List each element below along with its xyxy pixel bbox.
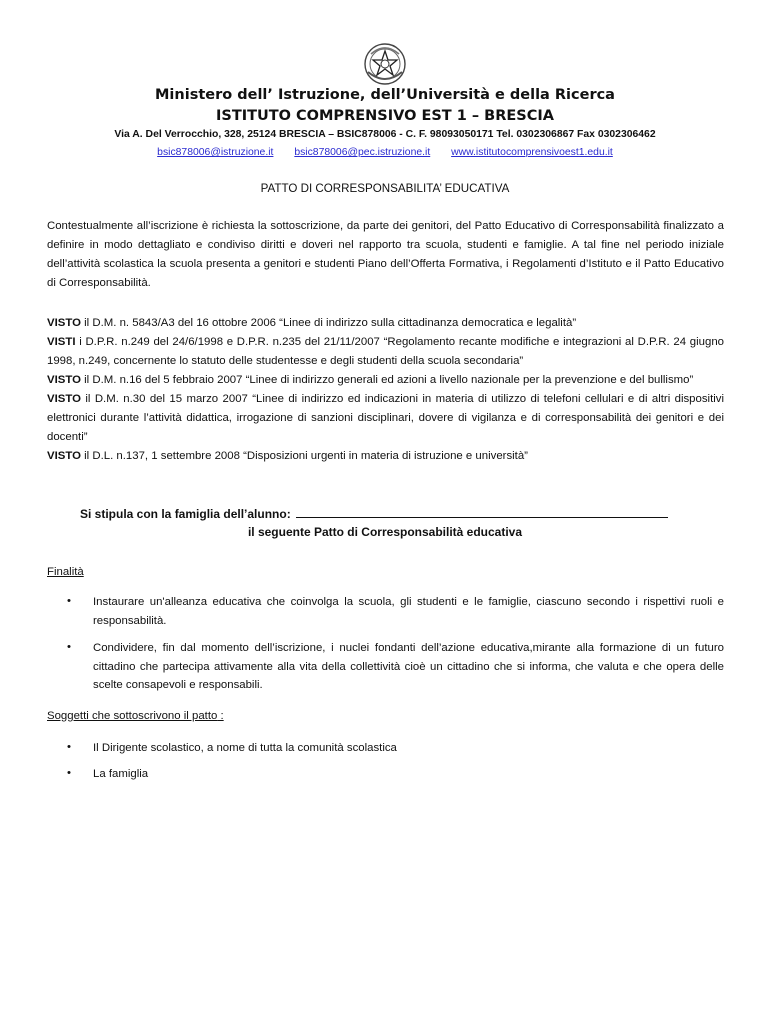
stipula-subtitle: il seguente Patto di Corresponsabilità educativa bbox=[247, 525, 523, 539]
finalita-item: Instaurare un'alleanza educativa che coinvolga la scuola, gli studenti e le famiglie, ciascuno secondo i rispettivi ruoli e responsabilità. bbox=[93, 596, 724, 627]
soggetti-item: Il Dirigente scolastico, a nome di tutta la comunità scolastica bbox=[93, 742, 397, 754]
italian-republic-emblem-icon bbox=[363, 42, 407, 86]
school-name: ISTITUTO COMPRENSIVO EST 1 – BRESCIA bbox=[215, 108, 554, 124]
bullet-icon: • bbox=[67, 595, 71, 607]
stipula-label: Si stipula con la famiglia dell’alunno bbox=[80, 507, 287, 521]
bullet-icon: • bbox=[67, 767, 71, 779]
student-name-blank[interactable] bbox=[296, 505, 668, 518]
visto-item: VISTO il D.M. n. 5843/A3 del 16 ottobre 2006 “Linee di indirizzo sulla cittadinanza democratica e legalità” bbox=[47, 317, 577, 329]
contact-links bbox=[0, 147, 770, 158]
pec-email-link[interactable]: bsic878006@pec.istruzione.it bbox=[294, 147, 431, 158]
visto-item: VISTO il D.L. n.137, 1 settembre 2008 “Disposizioni urgenti in materia di istruzione e università” bbox=[47, 450, 528, 462]
website-link[interactable]: www.istitutocomprensivoest1.edu.it bbox=[451, 147, 613, 158]
ministry-title: Ministero dell’ Istruzione, dell’Università e della Ricerca bbox=[155, 87, 615, 103]
bullet-icon: • bbox=[67, 741, 71, 753]
visto-item: VISTO il D.M. n.16 del 5 febbraio 2007 “Linee di indirizzo generali ed azioni a livello nazionale per la prevenzione e del bullismo” bbox=[47, 374, 694, 386]
finalita-item: Condividere, fin dal momento dell’iscrizione, i nuclei fondanti dell’azione educativa,mirante alla formazione di un futuro cittadino che partecipa attivamente alla vita della collettività cioè un cittadino che si informa, che valuta e che opera delle scelte consapevoli e responsabili. bbox=[93, 642, 724, 691]
visto-list bbox=[47, 314, 724, 466]
school-address: Via A. Del Verrocchio, 328, 25124 BRESCIA – BSIC878006 - C. F. 98093050171 Tel. 0302306867 Fax 0302306462 bbox=[114, 129, 656, 140]
visto-item: VISTI i D.P.R. n.249 del 24/6/1998 e D.P.R. n.235 del 21/11/2007 “Regolamento recante modifiche e integrazioni al D.P.R. 24 giugno 1998, n.249, concernente lo statuto delle studentesse e degli studenti della scuola secondaria” bbox=[47, 336, 724, 367]
intro-paragraph: Contestualmente all’iscrizione è richiesta la sottoscrizione, da parte dei genitori, del Patto Educativo di Corresponsabilità finalizzato a definire in modo dettagliato e condiviso diritti e doveri nel rapporto tra scuola, studenti e famiglie. A tal fine nel periodo iniziale dell’attività scolastica la scuola presenta a genitori e studenti Piano dell’Offerta Formativa, i Regolamenti d’Istituto e il Patto Educativo di Corresponsabilità. bbox=[47, 220, 724, 289]
soggetti-item: La famiglia bbox=[93, 768, 149, 780]
email-link[interactable]: bsic878006@istruzione.it bbox=[157, 147, 274, 158]
finalita-heading: Finalità bbox=[47, 566, 84, 578]
soggetti-heading: Soggetti che sottoscrivono il patto : bbox=[47, 710, 224, 722]
document-title: PATTO DI CORRESPONSABILITA’ EDUCATIVA bbox=[260, 182, 510, 195]
visto-item: VISTO il D.M. n.30 del 15 marzo 2007 “Linee di indirizzo ed indicazioni in materia di utilizzo di telefoni cellulari e di altri dispositivi elettronici durante l’attività didattica, irrogazione di sanzioni disciplinari, dovere di vigilanza e di corresponsabilità dei genitori e dei docenti” bbox=[47, 393, 724, 443]
bullet-icon: • bbox=[67, 641, 71, 653]
stipula-line: Si stipula con la famiglia dell’alunno: bbox=[80, 505, 668, 521]
